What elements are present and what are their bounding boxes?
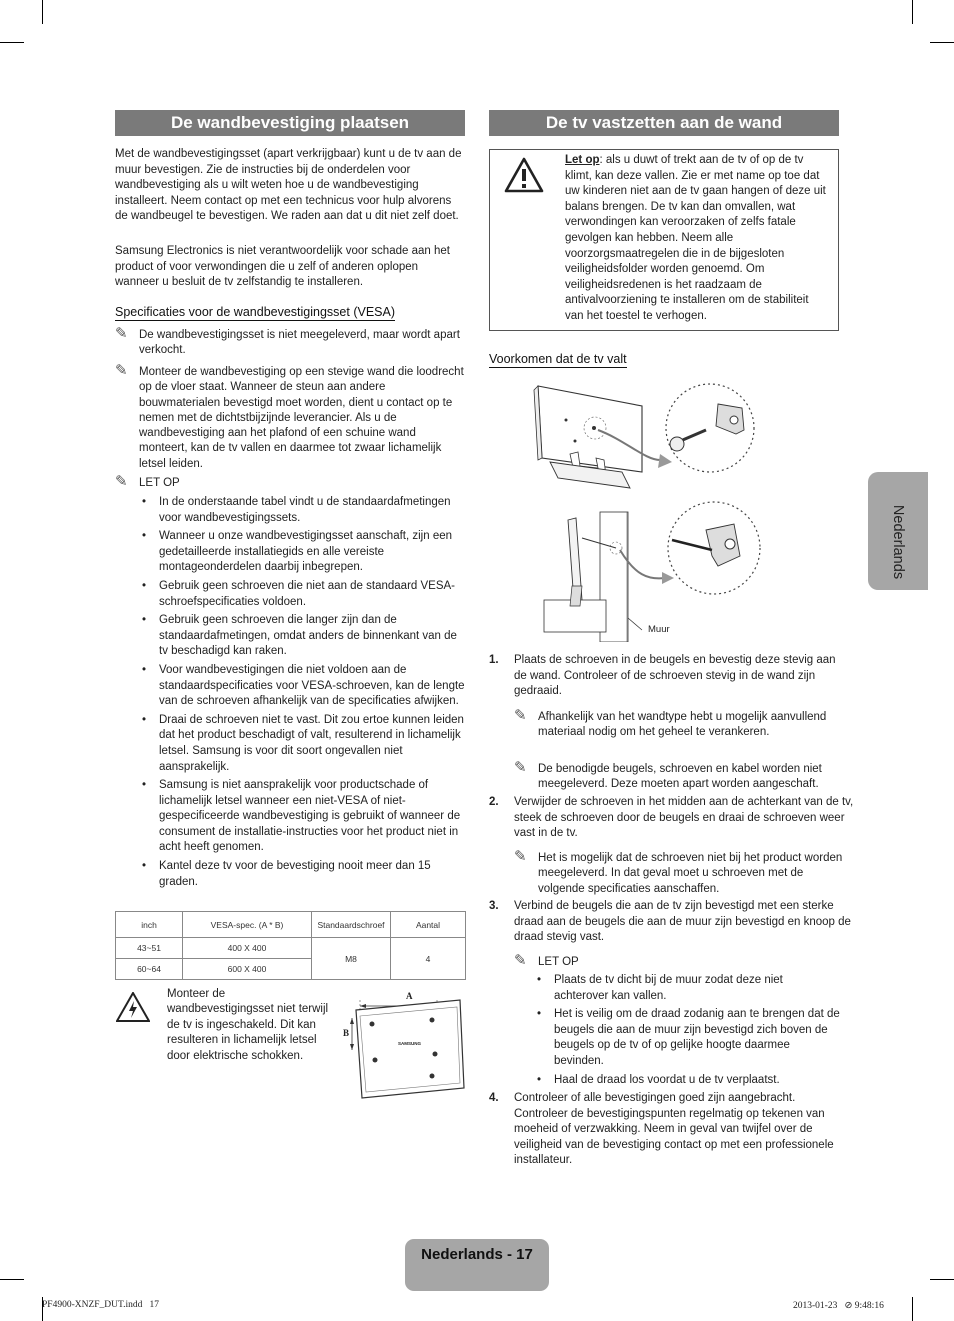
warning-box	[489, 149, 839, 331]
list-item: • Haal de draad los voordat u de tv verplaatst.	[534, 1073, 840, 1089]
table-cell: 400 X 400	[183, 938, 312, 959]
note-solid-wall	[115, 362, 465, 472]
table-header: inch	[116, 912, 183, 938]
step-1-note-2	[514, 759, 864, 793]
note-text: De wandbevestigingsset is niet meegeleverd, maar wordt apart verkocht.	[139, 329, 460, 357]
table-header: Standaardschroef	[312, 912, 391, 938]
crop-mark	[930, 1279, 954, 1280]
intro-paragraph: Met de wandbevestigingsset (apart verkrijgbaar) kunt u de tv aan de muur bevestigen. Zie de instructies bij de onderdelen voor wandbevestiging als u wilt weten hoe u de wandbevestiging installeert. Neem contact op met een technicus voor hulp alvorens de wandbeugel te bevestigen. We raden aan dat u dit niet zelf doet.	[115, 148, 462, 222]
step-number: 2.	[489, 796, 499, 808]
note-text: De benodigde beugels, schroeven en kabel worden niet meegeleverd. Deze moeten apart worden aangeschaft.	[538, 763, 822, 791]
let-op-label: LET OP	[139, 477, 180, 489]
list-item: • Kantel deze tv voor de bevestiging nooit meer dan 15 graden.	[139, 859, 467, 890]
section-title-wall-mount: De wandbevestiging plaatsen	[115, 110, 465, 136]
warning-body: : als u duwt of trekt aan de tv of op de tv klimt, kan deze vallen. Zie er met name op toe dat uw kinderen niet aan de tv gaan hangen of deze uit balans brengen. De tv kan dan omvallen, wat verwondingen kan veroorzaken of zelfs fatale gevolgen kan hebben. Neem alle voorzorgsmaatregelen die in de bijgesloten veiligheidsfolder worden genoemd. Om veiligheidsredenen is het raadzaam de antivalvoorziening te installeren om de stabiliteit van het toestel te verhogen.	[565, 154, 826, 322]
pencil-note-icon: ✎	[514, 952, 527, 969]
list-item: • Voor wandbevestigingen die niet voldoen aan de standaardspecificaties voor VESA-schroeven, kan de lengte van de schroeven afhankelijk van de specificaties afwijken.	[139, 663, 467, 710]
step-text: Verbind de beugels die aan de tv zijn bevestigd met een sterke draad aan de beugels die aan de muur zijn bevestigd en knoop de draad stevig vast.	[514, 900, 851, 943]
vesa-heading-text: Specificaties voor de wandbevestigingsset (VESA)	[115, 305, 396, 319]
list-item: • Het is veilig om de draad zodanig aan te brengen dat de beugels die aan de muur zijn bevestigd zich boven de beugels op de tv of op gelijke hoogte daarmee bevinden.	[534, 1007, 840, 1069]
step-text: Verwijder de schroeven in het midden aan de achterkant van de tv, steek de schroeven door de beugels en draai de schroeven weer vast in de tv.	[514, 796, 854, 839]
crop-mark	[42, 0, 43, 24]
prevent-fall-heading-text: Voorkomen dat de tv valt	[489, 352, 627, 366]
warning-text	[565, 153, 827, 325]
step-2	[489, 795, 854, 842]
table-header: VESA-spec. (A * B)	[183, 912, 312, 938]
dimension-label-a: A	[406, 991, 413, 1001]
table-header: Aantal	[391, 912, 466, 938]
step-1-note-1	[514, 707, 838, 741]
vesa-spec-table	[115, 911, 466, 980]
note-let-op	[115, 473, 465, 491]
pencil-note-icon: ✎	[514, 848, 527, 865]
caution-list	[139, 495, 467, 893]
step-2-note	[514, 848, 848, 897]
pencil-note-icon: ✎	[514, 707, 527, 724]
wall-label: Muur	[648, 624, 670, 635]
step-3-let-op	[514, 952, 838, 970]
table-cell: 60~64	[116, 959, 183, 980]
pencil-note-icon: ✎	[115, 473, 128, 490]
table-cell: M8	[312, 938, 391, 980]
step-text: Plaats de schroeven in de beugels en bevestig deze stevig aan de wand. Controleer of de schroeven stevig in de wand zijn gedraaid.	[514, 654, 836, 697]
step-number: 1.	[489, 654, 499, 666]
step-4	[489, 1091, 844, 1169]
page-number: Nederlands - 17	[421, 1246, 533, 1263]
vesa-dimension-diagram	[342, 988, 467, 1100]
section-title-secure-tv: De tv vastzetten aan de wand	[489, 110, 839, 136]
liability-paragraph: Samsung Electronics is niet verantwoordelijk voor schade aan het product of voor verwondingen die u zelf of anderen oplopen wanneer u besluit de tv zelfstandig te installeren.	[115, 245, 450, 288]
warning-label: Let op	[565, 154, 600, 166]
language-side-tab	[868, 472, 928, 590]
side-tab-label: Nederlands	[890, 504, 906, 580]
list-item: • Gebruik geen schroeven die langer zijn dan de standaardafmetingen, omdat anders de binnenkant van de tv beschadigd kan raken.	[139, 613, 467, 660]
let-op-label: LET OP	[538, 956, 579, 968]
note-not-included	[115, 325, 465, 359]
pencil-note-icon: ✎	[115, 325, 128, 342]
warning-triangle-icon	[504, 157, 544, 193]
step-number: 3.	[489, 900, 499, 912]
table-row	[116, 938, 466, 959]
table-cell: 600 X 400	[183, 959, 312, 980]
note-text: Het is mogelijk dat de schroeven niet bij het product worden meegeleverd. In dat geval moet u schroeven met de volgende specificaties aanschaffen.	[538, 852, 843, 895]
crop-mark	[912, 1297, 913, 1321]
anti-fall-illustration	[530, 380, 775, 642]
table-cell: 43~51	[116, 938, 183, 959]
pencil-note-icon: ✎	[115, 362, 128, 379]
crop-mark	[0, 42, 24, 43]
crop-mark	[912, 0, 913, 24]
step-text: Controleer of alle bevestigingen goed zijn aangebracht. Controleer de bevestigingspunten regelmatig op tekenen van moeheid of verzwakking. Neem in geval van twijfel over de veiligheid van de bevestiging contact op met een professionele installateur.	[514, 1092, 834, 1166]
list-item: • Draai de schroeven niet te vast. Dit zou ertoe kunnen leiden dat het product beschadigt of valt, resulterend in lichamelijk letsel. Samsung is voor dit soort ongevallen niet aansprakelijk.	[139, 713, 467, 775]
list-item: • In de onderstaande tabel vindt u de standaardafmetingen voor wandbevestigingssets.	[139, 495, 467, 526]
footer-timestamp: 2013-01-23 ⊘ 9:48:16	[793, 1301, 884, 1311]
note-text: Monteer de wandbevestiging op een stevige wand die loodrecht op de vloer staat. Wanneer de steun aan andere bouwmaterialen bevestigd moet worden, dient u contact op te nemen met de dichtstbijzijnde leverancier. Als u de wandbevestiging aan het plafond of een schuine wand monteert, kan de tv vallen en daarmee tot zwaar lichamelijk letsel leiden.	[139, 366, 464, 470]
step-number: 4.	[489, 1092, 499, 1104]
list-item: • Plaats de tv dicht bij de muur zodat deze niet achterover kan vallen.	[534, 973, 840, 1004]
tv-logo: SAMSUNG	[398, 1041, 422, 1046]
note-text: Afhankelijk van het wandtype hebt u mogelijk aanvullend materiaal nodig om het geheel te verankeren.	[538, 711, 827, 739]
step-1	[489, 653, 839, 700]
list-item: • Gebruik geen schroeven die niet aan de standaard VESA-schroefspecificaties voldoen.	[139, 579, 467, 610]
table-cell: 4	[391, 938, 466, 980]
list-item: • Samsung is niet aansprakelijk voor productschade of lichamelijk letsel wanneer een niet-VESA of niet-gespecificeerde wandbevestiging is gebruikt of wanneer de consument de installatie-instructies voor het product niet in acht heeft genomen.	[139, 778, 467, 856]
list-item: • Wanneer u onze wandbevestigingsset aanschaft, zijn een gedetailleerde installatiegids en alle vereiste montageonderdelen daarbij inbegrepen.	[139, 529, 467, 576]
page-number-box	[405, 1239, 549, 1291]
crop-mark	[930, 42, 954, 43]
footer-file-info: PF4900-XNZF_DUT.indd 17	[42, 1300, 159, 1310]
dimension-label-b: B	[343, 1028, 350, 1038]
step-3-caution-list	[534, 973, 840, 1091]
electric-shock-icon	[116, 992, 150, 1022]
vesa-heading	[115, 303, 395, 321]
step-3	[489, 899, 856, 946]
crop-mark	[0, 1279, 24, 1280]
prevent-fall-heading	[489, 350, 627, 368]
shock-warning-text: Monteer de wandbevestigingsset niet terwijl de tv is ingeschakeld. Dit kan resulteren in lichamelijk letsel door elektrische schokken.	[167, 988, 329, 1062]
pencil-note-icon: ✎	[514, 759, 527, 776]
